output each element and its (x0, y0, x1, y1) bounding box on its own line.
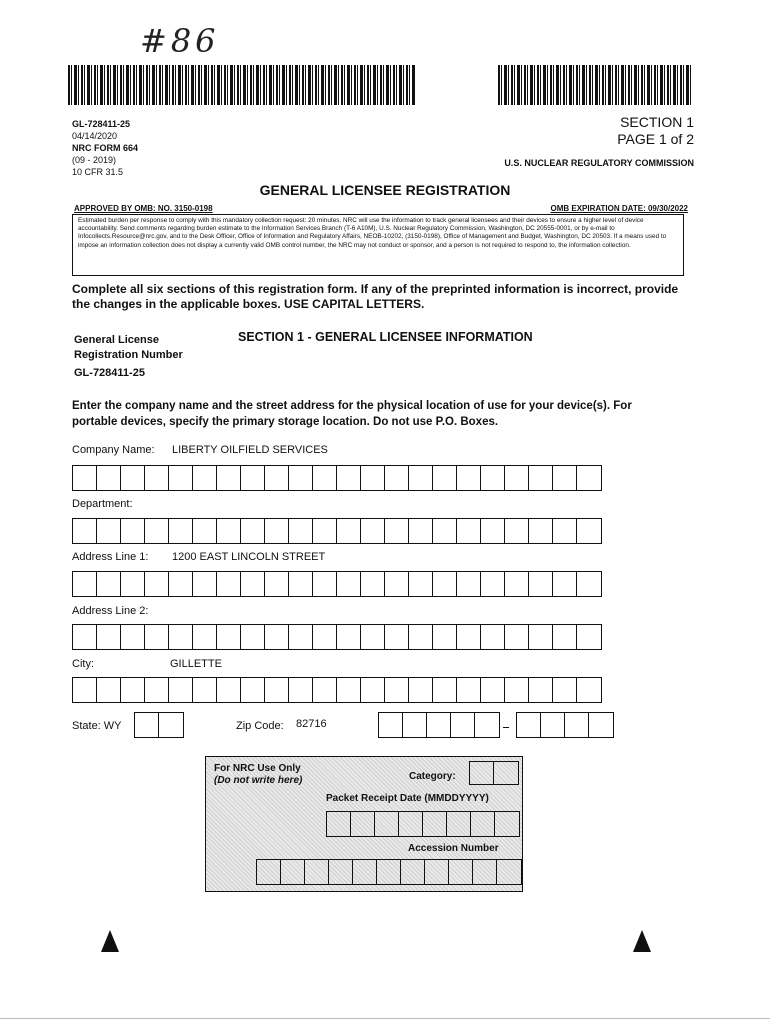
entry-cell[interactable] (313, 519, 337, 543)
alignment-triangle-right (633, 930, 651, 952)
entry-cell[interactable] (385, 678, 409, 702)
entry-cell[interactable] (145, 519, 169, 543)
entry-cell[interactable] (169, 572, 193, 596)
entry-cell[interactable] (305, 860, 329, 884)
entry-cell[interactable] (121, 678, 145, 702)
entry-cell[interactable] (481, 466, 505, 490)
entry-cell[interactable] (470, 762, 494, 784)
entry-cell[interactable] (505, 466, 529, 490)
bottom-edge-line (0, 1018, 770, 1019)
entry-cell[interactable] (409, 625, 433, 649)
entry-cell[interactable] (529, 519, 553, 543)
entry-cell[interactable] (379, 713, 403, 737)
entry-cell[interactable] (553, 625, 577, 649)
entry-cell[interactable] (427, 713, 451, 737)
entry-cell[interactable] (505, 572, 529, 596)
entry-cell[interactable] (145, 572, 169, 596)
entry-cell[interactable] (265, 572, 289, 596)
entry-cell[interactable] (433, 678, 457, 702)
entry-cell[interactable] (289, 678, 313, 702)
entry-cell[interactable] (473, 860, 497, 884)
entry-cell[interactable] (481, 572, 505, 596)
page-label: PAGE 1 of 2 (617, 131, 694, 147)
entry-cell[interactable] (541, 713, 565, 737)
entry-cell[interactable] (145, 625, 169, 649)
entry-cell[interactable] (403, 713, 427, 737)
company-name-value: LIBERTY OILFIELD SERVICES (172, 444, 328, 456)
entry-cell[interactable] (97, 678, 121, 702)
entry-cell[interactable] (327, 812, 351, 836)
entry-cell[interactable] (385, 572, 409, 596)
entry-cell[interactable] (265, 678, 289, 702)
entry-cell[interactable] (553, 519, 577, 543)
form-meta-line: NRC FORM 664 (72, 143, 139, 153)
entry-cell[interactable] (193, 572, 217, 596)
section-label: SECTION 1 (620, 114, 694, 130)
state-label: State: WY (72, 720, 122, 732)
entry-cell[interactable] (329, 860, 353, 884)
entry-cell[interactable] (97, 466, 121, 490)
entry-cell[interactable] (121, 625, 145, 649)
entry-cell[interactable] (241, 625, 265, 649)
accession-boxes[interactable] (256, 859, 522, 885)
burden-statement: Estimated burden per response to comply with this mandatory collection request: 20 minutes. NRC will use the information to track general licensees and their devices to ensure a higher level of device accountability. Send comments regarding burden estimate to the Information Services Branch (T-6 A10M), U.S. Nuclear Regulatory Commission, Washington, DC 20555-0001, or by e-mail to Infocollects.Resource@nrc.gov, and to the Desk Officer, Office of Information and Regulatory Affairs, NEOB-10202, (3150-0198), Office of Management and Budget, Washington, DC 20503. If a means used to impose an information collection does not display a currently valid OMB control number, the NRC may not conduct or sponsor, and a person is not required to respond to, the information collection. (72, 214, 684, 276)
entry-cell[interactable] (353, 860, 377, 884)
entry-cell[interactable] (313, 678, 337, 702)
company-name-label: Company Name: (72, 444, 155, 456)
entry-cell[interactable] (375, 812, 399, 836)
entry-cell[interactable] (337, 466, 361, 490)
entry-cell[interactable] (409, 466, 433, 490)
entry-cell[interactable] (241, 572, 265, 596)
entry-cell[interactable] (265, 466, 289, 490)
entry-cell[interactable] (553, 572, 577, 596)
entry-cell[interactable] (481, 625, 505, 649)
nrc-use-only-label: For NRC Use Only (214, 763, 301, 774)
state-boxes[interactable] (134, 712, 184, 738)
zip-label: Zip Code: (236, 720, 284, 732)
entry-cell[interactable] (494, 762, 518, 784)
entry-cell[interactable] (377, 860, 401, 884)
entry-cell[interactable] (241, 466, 265, 490)
entry-cell[interactable] (385, 625, 409, 649)
instruction-complete: Complete all six sections of this registration form. If any of the preprinted information is incorrect, provide the changes in the applicable boxes. USE CAPITAL LETTERS. (72, 282, 679, 311)
section-page-indicator (617, 114, 694, 148)
address-line1-boxes[interactable] (72, 571, 602, 597)
entry-cell[interactable] (505, 519, 529, 543)
entry-cell[interactable] (217, 519, 241, 543)
entry-cell[interactable] (457, 678, 481, 702)
entry-cell[interactable] (337, 678, 361, 702)
instruction-address: Enter the company name and the street address for the physical location of use for your device(s). For portable devices, specify the primary storage location. Do not use P.O. Boxes. (72, 400, 632, 428)
entry-cell[interactable] (313, 572, 337, 596)
entry-cell[interactable] (401, 860, 425, 884)
entry-cell[interactable] (449, 860, 473, 884)
entry-cell[interactable] (433, 466, 457, 490)
entry-cell[interactable] (121, 572, 145, 596)
section-title: SECTION 1 - GENERAL LICENSEE INFORMATION (238, 330, 533, 344)
entry-cell[interactable] (385, 519, 409, 543)
entry-cell[interactable] (289, 625, 313, 649)
entry-cell[interactable] (529, 466, 553, 490)
city-value: GILLETTE (170, 658, 222, 670)
entry-cell[interactable] (241, 519, 265, 543)
entry-cell[interactable] (529, 678, 553, 702)
entry-cell[interactable] (457, 466, 481, 490)
entry-cell[interactable] (481, 519, 505, 543)
agency-name: U.S. NUCLEAR REGULATORY COMMISSION (504, 158, 694, 168)
entry-cell[interactable] (433, 572, 457, 596)
entry-cell[interactable] (169, 519, 193, 543)
category-label: Category: (409, 771, 456, 782)
entry-cell[interactable] (159, 713, 183, 737)
entry-cell[interactable] (337, 625, 361, 649)
handwritten-note: #86 (140, 22, 220, 60)
zip-boxes[interactable] (378, 712, 500, 738)
entry-cell[interactable] (553, 466, 577, 490)
packet-date-boxes[interactable] (326, 811, 520, 837)
department-boxes[interactable] (72, 518, 602, 544)
entry-cell[interactable] (289, 519, 313, 543)
entry-cell[interactable] (361, 519, 385, 543)
entry-cell[interactable] (121, 519, 145, 543)
entry-cell[interactable] (481, 678, 505, 702)
entry-cell[interactable] (121, 466, 145, 490)
entry-cell[interactable] (193, 625, 217, 649)
address-line1-value: 1200 EAST LINCOLN STREET (172, 551, 326, 563)
accession-label: Accession Number (408, 843, 499, 854)
entry-cell[interactable] (457, 519, 481, 543)
form-meta-line: 04/14/2020 (72, 131, 118, 141)
alignment-triangle-left (101, 930, 119, 952)
entry-cell[interactable] (399, 812, 423, 836)
entry-cell[interactable] (457, 572, 481, 596)
company-name-boxes[interactable] (72, 465, 602, 491)
entry-cell[interactable] (517, 713, 541, 737)
entry-cell[interactable] (475, 713, 499, 737)
entry-cell[interactable] (313, 625, 337, 649)
entry-cell[interactable] (97, 519, 121, 543)
gl-label-line1: General License (74, 334, 159, 346)
entry-cell[interactable] (423, 812, 447, 836)
entry-cell[interactable] (447, 812, 471, 836)
entry-cell[interactable] (409, 572, 433, 596)
entry-cell[interactable] (169, 678, 193, 702)
entry-cell[interactable] (217, 625, 241, 649)
entry-cell[interactable] (433, 625, 457, 649)
entry-cell[interactable] (451, 713, 475, 737)
omb-approval: APPROVED BY OMB: NO. 3150-0198 (74, 204, 213, 213)
city-boxes[interactable] (72, 677, 602, 703)
entry-cell[interactable] (135, 713, 159, 737)
entry-cell[interactable] (577, 625, 601, 649)
department-label: Department: (72, 498, 133, 510)
form-title: GENERAL LICENSEE REGISTRATION (259, 182, 511, 198)
entry-cell[interactable] (529, 625, 553, 649)
entry-cell[interactable] (337, 519, 361, 543)
entry-cell[interactable] (217, 572, 241, 596)
entry-cell[interactable] (193, 519, 217, 543)
entry-cell[interactable] (73, 572, 97, 596)
entry-cell[interactable] (505, 625, 529, 649)
entry-cell[interactable] (217, 678, 241, 702)
address-line2-label: Address Line 2: (72, 605, 149, 617)
entry-cell[interactable] (409, 678, 433, 702)
entry-cell[interactable] (73, 678, 97, 702)
form-meta-line: 10 CFR 31.5 (72, 167, 124, 177)
entry-cell[interactable] (257, 860, 281, 884)
entry-cell[interactable] (505, 678, 529, 702)
city-label: City: (72, 658, 94, 670)
entry-cell[interactable] (145, 466, 169, 490)
entry-cell[interactable] (589, 713, 613, 737)
entry-cell[interactable] (577, 678, 601, 702)
entry-cell[interactable] (73, 519, 97, 543)
form-meta (72, 118, 272, 178)
entry-cell[interactable] (281, 860, 305, 884)
entry-cell[interactable] (97, 572, 121, 596)
entry-cell[interactable] (565, 713, 589, 737)
zip-dash (503, 727, 509, 728)
entry-cell[interactable] (217, 466, 241, 490)
zip-value: 82716 (296, 718, 327, 730)
entry-cell[interactable] (289, 572, 313, 596)
entry-cell[interactable] (385, 466, 409, 490)
barcode-left (68, 65, 416, 105)
entry-cell[interactable] (409, 519, 433, 543)
entry-cell[interactable] (553, 678, 577, 702)
entry-cell[interactable] (265, 519, 289, 543)
entry-cell[interactable] (337, 572, 361, 596)
entry-cell[interactable] (169, 466, 193, 490)
entry-cell[interactable] (351, 812, 375, 836)
gl-number: GL-728411-25 (74, 367, 145, 379)
category-boxes[interactable] (469, 761, 519, 785)
entry-cell[interactable] (529, 572, 553, 596)
entry-cell[interactable] (471, 812, 495, 836)
address-line2-boxes[interactable] (72, 624, 602, 650)
entry-cell[interactable] (361, 466, 385, 490)
entry-cell[interactable] (193, 466, 217, 490)
entry-cell[interactable] (425, 860, 449, 884)
entry-cell[interactable] (577, 519, 601, 543)
entry-cell[interactable] (457, 625, 481, 649)
entry-cell[interactable] (145, 678, 169, 702)
entry-cell[interactable] (169, 625, 193, 649)
packet-date-label: Packet Receipt Date (MMDDYYYY) (326, 793, 489, 804)
entry-cell[interactable] (577, 572, 601, 596)
entry-cell[interactable] (73, 466, 97, 490)
entry-cell[interactable] (265, 625, 289, 649)
gl-label-line2: Registration Number (74, 349, 183, 361)
form-meta-line: GL-728411-25 (72, 119, 131, 129)
nrc-use-only-box (205, 756, 523, 892)
omb-expiration: OMB EXPIRATION DATE: 09/30/2022 (550, 204, 688, 213)
entry-cell[interactable] (313, 466, 337, 490)
entry-cell[interactable] (361, 572, 385, 596)
entry-cell[interactable] (361, 625, 385, 649)
do-not-write-label: (Do not write here) (214, 775, 303, 786)
entry-cell[interactable] (495, 812, 519, 836)
entry-cell[interactable] (361, 678, 385, 702)
entry-cell[interactable] (577, 466, 601, 490)
entry-cell[interactable] (289, 466, 313, 490)
gl-registration-block (74, 333, 183, 381)
entry-cell[interactable] (97, 625, 121, 649)
barcode-right (498, 65, 692, 105)
entry-cell[interactable] (497, 860, 521, 884)
entry-cell[interactable] (73, 625, 97, 649)
zip-plus4-boxes[interactable] (516, 712, 614, 738)
entry-cell[interactable] (433, 519, 457, 543)
address-line1-label: Address Line 1: (72, 551, 149, 563)
entry-cell[interactable] (193, 678, 217, 702)
entry-cell[interactable] (241, 678, 265, 702)
form-meta-line: (09 - 2019) (72, 155, 117, 165)
